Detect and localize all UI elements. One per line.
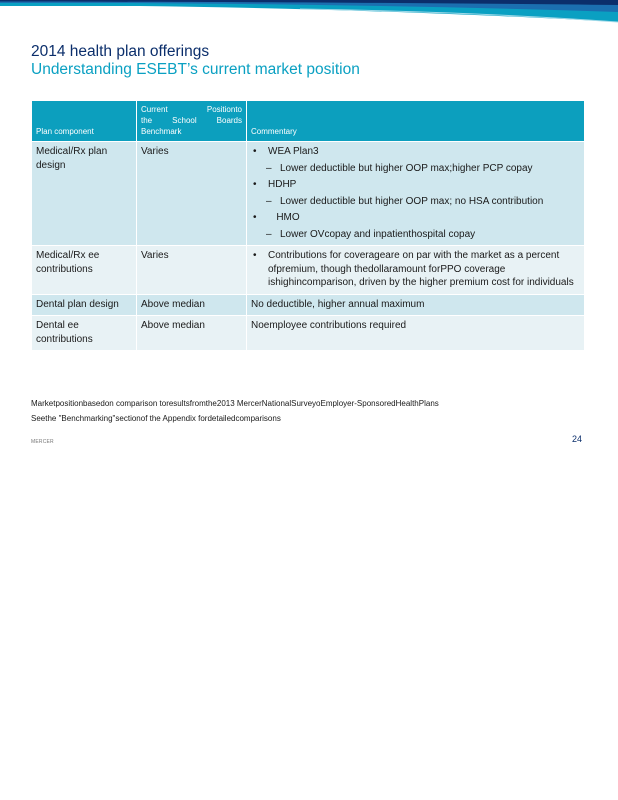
commentary-bullet bbox=[251, 211, 580, 241]
commentary-list bbox=[251, 145, 580, 241]
commentary-bullet bbox=[251, 145, 580, 175]
row-position: Above median bbox=[137, 316, 247, 351]
top-banner-graphic bbox=[0, 0, 618, 24]
row-position: Above median bbox=[137, 294, 247, 316]
row-component: Dental plan design bbox=[32, 294, 137, 316]
row-position: Varies bbox=[137, 246, 247, 295]
row-component: Dental ee contributions bbox=[32, 316, 137, 351]
market-position-table bbox=[31, 100, 585, 351]
commentary-list bbox=[251, 249, 580, 290]
row-commentary bbox=[247, 142, 585, 246]
header-commentary: Commentary bbox=[247, 101, 585, 142]
bullet-text: HMO bbox=[268, 212, 300, 223]
footnote-appendix: Seethe "Benchmarking"sectionof the Appendix fordetailedcomparisons bbox=[31, 414, 281, 423]
sub-list bbox=[268, 228, 580, 242]
table-row bbox=[32, 246, 585, 295]
page-title: 2014 health plan offerings bbox=[31, 43, 210, 60]
header-benchmark-line2: the School Boards bbox=[141, 116, 242, 125]
footnotes bbox=[31, 396, 439, 426]
row-commentary: No deductible, higher annual maximum bbox=[247, 294, 585, 316]
table-row bbox=[32, 316, 585, 351]
row-component: Medical/Rx ee contributions bbox=[32, 246, 137, 295]
row-commentary: Noemployee contributions required bbox=[247, 316, 585, 351]
header-benchmark-line3: Benchmark bbox=[141, 127, 182, 136]
footnote-source: Marketpositionbasedon comparison toresultsfromthe2013 MercerNationalSurveyoEmployer-SponsoredHealthPlans bbox=[31, 399, 439, 408]
page-subtitle: Understanding ESEBT’s current market position bbox=[31, 61, 360, 78]
brand-logo-text: MERCER bbox=[31, 439, 54, 445]
page-number: 24 bbox=[572, 434, 583, 444]
sub-bullet: – Lower deductible but higher OOP max; no HSA contribution bbox=[266, 195, 580, 209]
sub-bullet: – Lower OVcopay and inpatienthospital copay bbox=[266, 228, 580, 242]
table-row bbox=[32, 142, 585, 246]
sub-list bbox=[268, 162, 580, 176]
commentary-bullet: • Contributions for coverageare on par with the market as a percent ofpremium, though thedollaramount forPPO coverage ishighincomparison, driven by the higher premium cost for individuals bbox=[251, 249, 580, 290]
bullet-text: HDHP bbox=[268, 179, 297, 190]
table-row bbox=[32, 294, 585, 316]
header-benchmark bbox=[137, 101, 247, 142]
bullet-text: WEA Plan3 bbox=[268, 146, 319, 157]
row-component: Medical/Rx plan design bbox=[32, 142, 137, 246]
header-benchmark-line1: Current Positionto bbox=[141, 105, 242, 114]
commentary-bullet bbox=[251, 178, 580, 208]
sub-list bbox=[268, 195, 580, 209]
table-header-row bbox=[32, 101, 585, 142]
row-position: Varies bbox=[137, 142, 247, 246]
header-plan-component: Plan component bbox=[32, 101, 137, 142]
sub-bullet: – Lower deductible but higher OOP max;higher PCP copay bbox=[266, 162, 580, 176]
row-commentary bbox=[247, 246, 585, 295]
